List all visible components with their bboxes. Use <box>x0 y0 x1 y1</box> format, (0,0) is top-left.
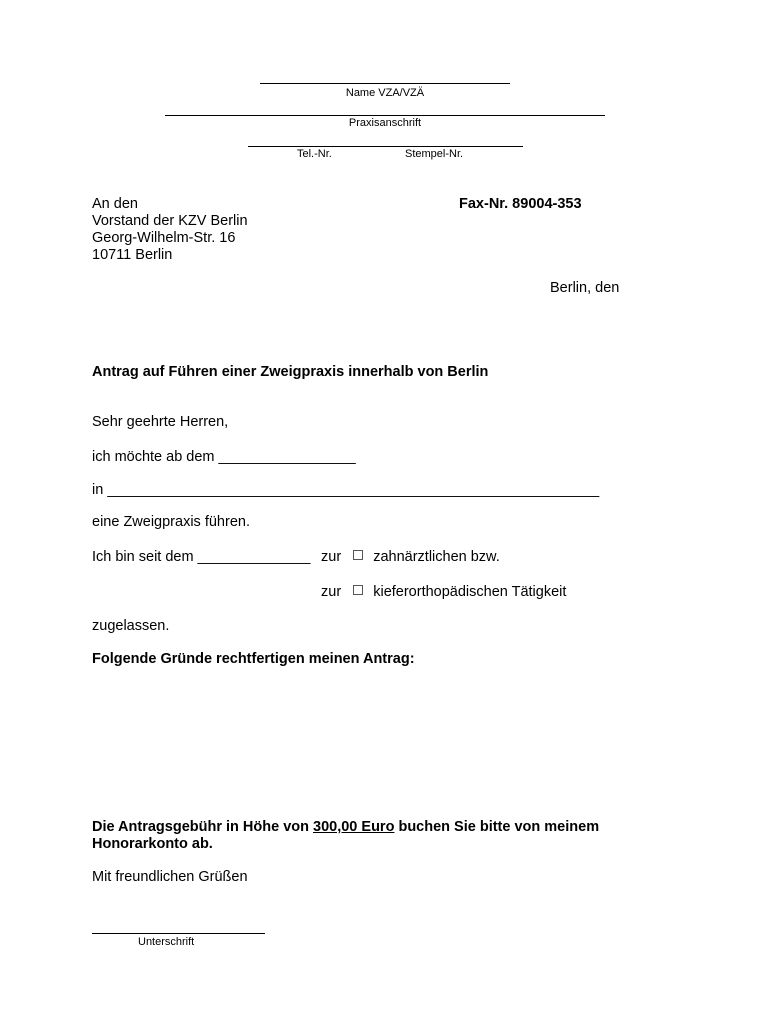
option-row-1 <box>321 549 500 565</box>
recipient-line-1: An den <box>92 196 138 212</box>
fee-text-1: Die Antragsgebühr in Höhe von <box>92 819 309 835</box>
recipient-address <box>92 196 248 264</box>
date-line: Berlin, den <box>550 280 620 296</box>
recipient-line-4: 10711 Berlin <box>92 247 173 263</box>
since-blank[interactable]: ______________ <box>197 549 311 565</box>
tel-stamp-line <box>248 146 523 147</box>
fee-line-2: Honorarkonto ab. <box>92 836 213 852</box>
location-row <box>92 482 599 498</box>
since-text: Ich bin seit dem <box>92 549 194 565</box>
orthodontic-option-label: kieferorthopädischen Tätigkeit <box>373 584 567 600</box>
zur-label-2: zur <box>321 584 342 600</box>
from-date-text: ich möchte ab dem <box>92 449 215 465</box>
recipient-line-3: Georg-Wilhelm-Str. 16 <box>92 230 236 246</box>
location-blank[interactable]: _____________________________________________________________ <box>107 482 600 498</box>
fee-line-1 <box>92 819 599 836</box>
fee-text-2: buchen Sie bitte von meinem <box>398 819 600 835</box>
location-text: in <box>92 482 104 498</box>
from-date-row <box>92 449 356 465</box>
closing: Mit freundlichen Grüßen <box>92 869 248 885</box>
fax-number: Fax-Nr. 89004-353 <box>459 196 582 212</box>
vza-line <box>260 83 510 84</box>
dental-checkbox[interactable] <box>353 550 363 560</box>
orthodontic-checkbox[interactable] <box>353 585 363 595</box>
reasons-heading: Folgende Gründe rechtfertigen meinen Antrag: <box>92 651 415 667</box>
address-line <box>165 115 605 116</box>
branch-text: eine Zweigpraxis führen. <box>92 514 250 530</box>
admitted-text: zugelassen. <box>92 618 170 634</box>
subject-heading: Antrag auf Führen einer Zweigpraxis innerhalb von Berlin <box>92 364 489 380</box>
salutation: Sehr geehrte Herren, <box>92 414 229 430</box>
fee-paragraph <box>92 819 599 853</box>
stamp-label: Stempel-Nr. <box>405 148 464 160</box>
signature-label: Unterschrift <box>138 936 195 948</box>
recipient-line-2: Vorstand der KZV Berlin <box>92 213 248 229</box>
vza-label: Name VZA/VZÄ <box>345 87 425 99</box>
zur-label-1: zur <box>321 549 342 565</box>
fee-amount: 300,00 Euro <box>313 819 395 835</box>
from-date-blank[interactable]: _________________ <box>218 449 356 465</box>
dental-option-label: zahnärztlichen bzw. <box>373 549 500 565</box>
signature-line <box>92 933 265 934</box>
option-row-2 <box>321 584 566 600</box>
tel-label: Tel.-Nr. <box>297 148 332 160</box>
address-label: Praxisanschrift <box>348 117 422 129</box>
since-row <box>92 549 311 565</box>
